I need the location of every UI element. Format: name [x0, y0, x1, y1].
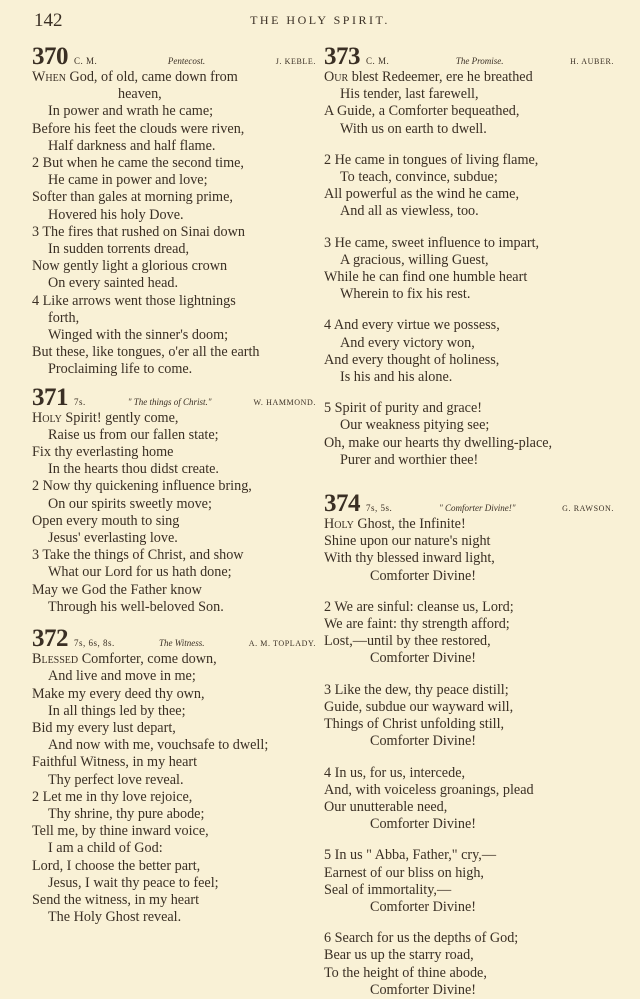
verse-line: A Guide, a Comforter bequeathed,: [324, 103, 520, 120]
verse-line: And every thought of holiness,: [324, 351, 500, 368]
verse-line: With thy blessed inward light,: [324, 550, 495, 567]
verse-line: Winged with the sinner's doom;: [48, 327, 229, 344]
verse-line: Jesus, I wait thy peace to feel;: [48, 874, 219, 891]
page-number: 142: [34, 10, 63, 31]
verse-line: In the hearts thou didst create.: [48, 461, 219, 478]
verse-line: Send the witness, in my heart: [32, 891, 200, 908]
verse-line: A gracious, willing Guest,: [340, 251, 489, 268]
first-word: Our: [324, 69, 349, 85]
verse-line: Before his feet the clouds were riven,: [32, 120, 245, 137]
verse-line: Through his well-beloved Son.: [48, 598, 224, 615]
verse-line: In all things led by thee;: [48, 702, 186, 719]
hymn-header: [32, 385, 316, 410]
verse-line: On every sainted head.: [48, 275, 179, 292]
verse-line: Comforter Divine!: [370, 816, 476, 833]
verse-line: 3 Like the dew, thy peace distill;: [324, 681, 509, 698]
hymn-title: The Promise.: [455, 56, 504, 66]
verse-line: Make my every deed thy own,: [32, 685, 205, 702]
verse-line: We are faint: thy strength afford;: [324, 616, 510, 633]
verse-line: While he can find one humble heart: [324, 269, 528, 286]
verse-line: Blessed Comforter, come down,: [32, 651, 217, 668]
verse-line: Comforter Divine!: [370, 898, 476, 915]
verse-line: Fix thy everlasting home: [32, 444, 174, 461]
verse-line: Lost,—until by thee restored,: [324, 633, 491, 650]
hymn-header: [32, 626, 316, 651]
hymn-author: W. HAMMOND.: [253, 397, 316, 407]
verse-line: Holy Ghost, the Infinite!: [324, 516, 466, 533]
verse-line: Bear us up the starry road,: [324, 947, 474, 964]
hymn-title: Pentecost.: [167, 56, 206, 66]
verse-line: Thy shrine, thy pure abode;: [48, 805, 205, 822]
hymn-370: [32, 44, 316, 379]
verse-line: Is his and his alone.: [340, 369, 453, 386]
hymn-author: A. M. TOPLADY.: [248, 639, 316, 649]
verse-line: Half darkness and half flame.: [48, 137, 216, 154]
verse-line: 2 Now thy quickening influence bring,: [32, 478, 252, 495]
verse-line: Comforter Divine!: [370, 981, 476, 998]
verse-line: Wherein to fix his rest.: [340, 286, 471, 303]
verse-line: Our unutterable need,: [324, 798, 448, 815]
verse-line: 3 Take the things of Christ, and show: [32, 547, 244, 564]
verse-line: 4 And every virtue we possess,: [324, 317, 500, 334]
hymn-title: " Comforter Divine!": [438, 503, 516, 514]
hymn-number: 372: [32, 625, 68, 653]
verse-line: But these, like tongues, o'er all the earth: [32, 344, 260, 361]
verse-line: May we God the Father know: [32, 581, 202, 598]
verse-line: Seal of immortality,—: [324, 881, 452, 898]
verse-line: heaven,: [118, 86, 162, 103]
verse-line: And all as viewless, too.: [340, 203, 479, 220]
verse-line: 4 In us, for us, intercede,: [324, 764, 466, 781]
hymn-header: [324, 44, 614, 69]
verse-line: 5 In us " Abba, Father," cry,—: [324, 847, 497, 864]
verse-line: Open every mouth to sing: [32, 512, 180, 529]
verse-line: 5 Spirit of purity and grace!: [324, 400, 482, 417]
left-column: [32, 44, 316, 926]
hymn-header: [324, 491, 614, 516]
verse-line: Jesus' everlasting love.: [48, 530, 178, 547]
first-word: Holy: [32, 409, 62, 426]
verse-line: What our Lord for us hath done;: [48, 564, 232, 581]
verse-line: Comforter Divine!: [370, 650, 476, 667]
verse-line: All powerful as the wind he came,: [324, 186, 520, 203]
verse-line: 2 We are sinful: cleanse us, Lord;: [324, 598, 514, 615]
hymn-number: 371: [32, 383, 68, 411]
hymn-number: 373: [324, 43, 360, 70]
verse-line: Oh, make our hearts thy dwelling-place,: [324, 434, 553, 451]
verse-line: And now with me, vouchsafe to dwell;: [48, 737, 269, 754]
hymn-header: [32, 44, 316, 69]
verse-line: On our spirits sweetly move;: [48, 495, 212, 512]
hymn-meter: C. M.: [74, 56, 98, 66]
verse-line: Raise us from our fallen state;: [48, 426, 219, 443]
verse-line: Guide, subdue our wayward will,: [324, 698, 514, 715]
verse-line: He came in power and love;: [48, 172, 208, 189]
verse-line: His tender, last farewell,: [340, 86, 479, 103]
verse-line: Shine upon our nature's night: [324, 533, 491, 550]
verse-line: And live and move in me;: [48, 668, 196, 685]
hymn-meter: 7s.: [74, 396, 86, 407]
verse-line: The Holy Ghost reveal.: [48, 909, 182, 926]
hymn-number: 370: [32, 43, 68, 70]
verse-line: Purer and worthier thee!: [340, 451, 479, 468]
verse-line: And, with voiceless groanings, plead: [324, 781, 534, 798]
verse-line: 3 He came, sweet influence to impart,: [324, 234, 540, 251]
verse-line: Our blest Redeemer, ere he breathed: [324, 69, 533, 85]
verse-line: Softer than gales at morning prime,: [32, 189, 233, 206]
verse-line: When God, of old, came down from: [32, 69, 238, 85]
hymn-meter: 7s, 6s, 8s.: [74, 638, 115, 649]
verse-line: In sudden torrents dread,: [48, 241, 190, 258]
verse-line: With us on earth to dwell.: [340, 120, 487, 137]
verse-line: Bid my every lust depart,: [32, 719, 176, 736]
verse-line: Now gently light a glorious crown: [32, 258, 228, 275]
verse-line: 2 Let me in thy love rejoice,: [32, 788, 193, 805]
hymn-372: [32, 626, 316, 926]
verse-line: forth,: [48, 309, 80, 326]
verse-line: I am a child of God:: [48, 840, 163, 857]
first-word: When: [32, 69, 66, 85]
verse-line: 3 The fires that rushed on Sinai down: [32, 223, 245, 240]
verse-line: Holy Spirit! gently come,: [32, 409, 179, 426]
right-column: [324, 44, 614, 999]
verse-line: Our weakness pitying see;: [340, 417, 490, 434]
hymn-author: J. KEBLE.: [275, 57, 316, 66]
verse-line: Proclaiming life to come.: [48, 361, 193, 378]
verse-line: 6 Search for us the depths of God;: [324, 930, 519, 947]
first-word: Holy: [324, 516, 354, 533]
verse-line: Earnest of our bliss on high,: [324, 864, 484, 881]
verse-line: Comforter Divine!: [370, 567, 476, 584]
verse-line: In power and wrath he came;: [48, 103, 214, 120]
verse-line: Comforter Divine!: [370, 733, 476, 750]
hymn-meter: 7s, 5s.: [366, 503, 393, 514]
running-head: THE HOLY SPIRIT.: [250, 13, 390, 27]
verse-line: Faithful Witness, in my heart: [32, 754, 198, 771]
hymn-author: G. RAWSON.: [562, 504, 614, 514]
hymn-title: The Witness.: [158, 638, 205, 649]
hymn-number: 374: [324, 490, 360, 518]
hymn-371: [32, 385, 316, 616]
verse-line: And every victory won,: [340, 334, 475, 351]
verse-line: Tell me, by thine inward voice,: [32, 823, 209, 840]
hymn-374: [324, 491, 614, 999]
verse-line: Hovered his holy Dove.: [48, 206, 184, 223]
hymn-title: " The things of Christ.": [127, 396, 212, 407]
verse-line: Lord, I choose the better part,: [32, 857, 201, 874]
verse-line: To the height of thine abode,: [324, 964, 487, 981]
verse-line: Things of Christ unfolding still,: [324, 716, 505, 733]
first-word: Blessed: [32, 651, 79, 668]
hymn-author: H. AUBER.: [570, 57, 614, 66]
hymn-373: [324, 44, 614, 469]
verse-line: 2 But when he came the second time,: [32, 155, 244, 172]
verse-line: To teach, convince, subdue;: [340, 169, 498, 186]
verse-line: Thy perfect love reveal.: [48, 771, 184, 788]
hymn-meter: C. M.: [366, 56, 390, 66]
verse-line: 4 Like arrows went those lightnings: [32, 292, 236, 309]
verse-line: 2 He came in tongues of living flame,: [324, 151, 539, 168]
